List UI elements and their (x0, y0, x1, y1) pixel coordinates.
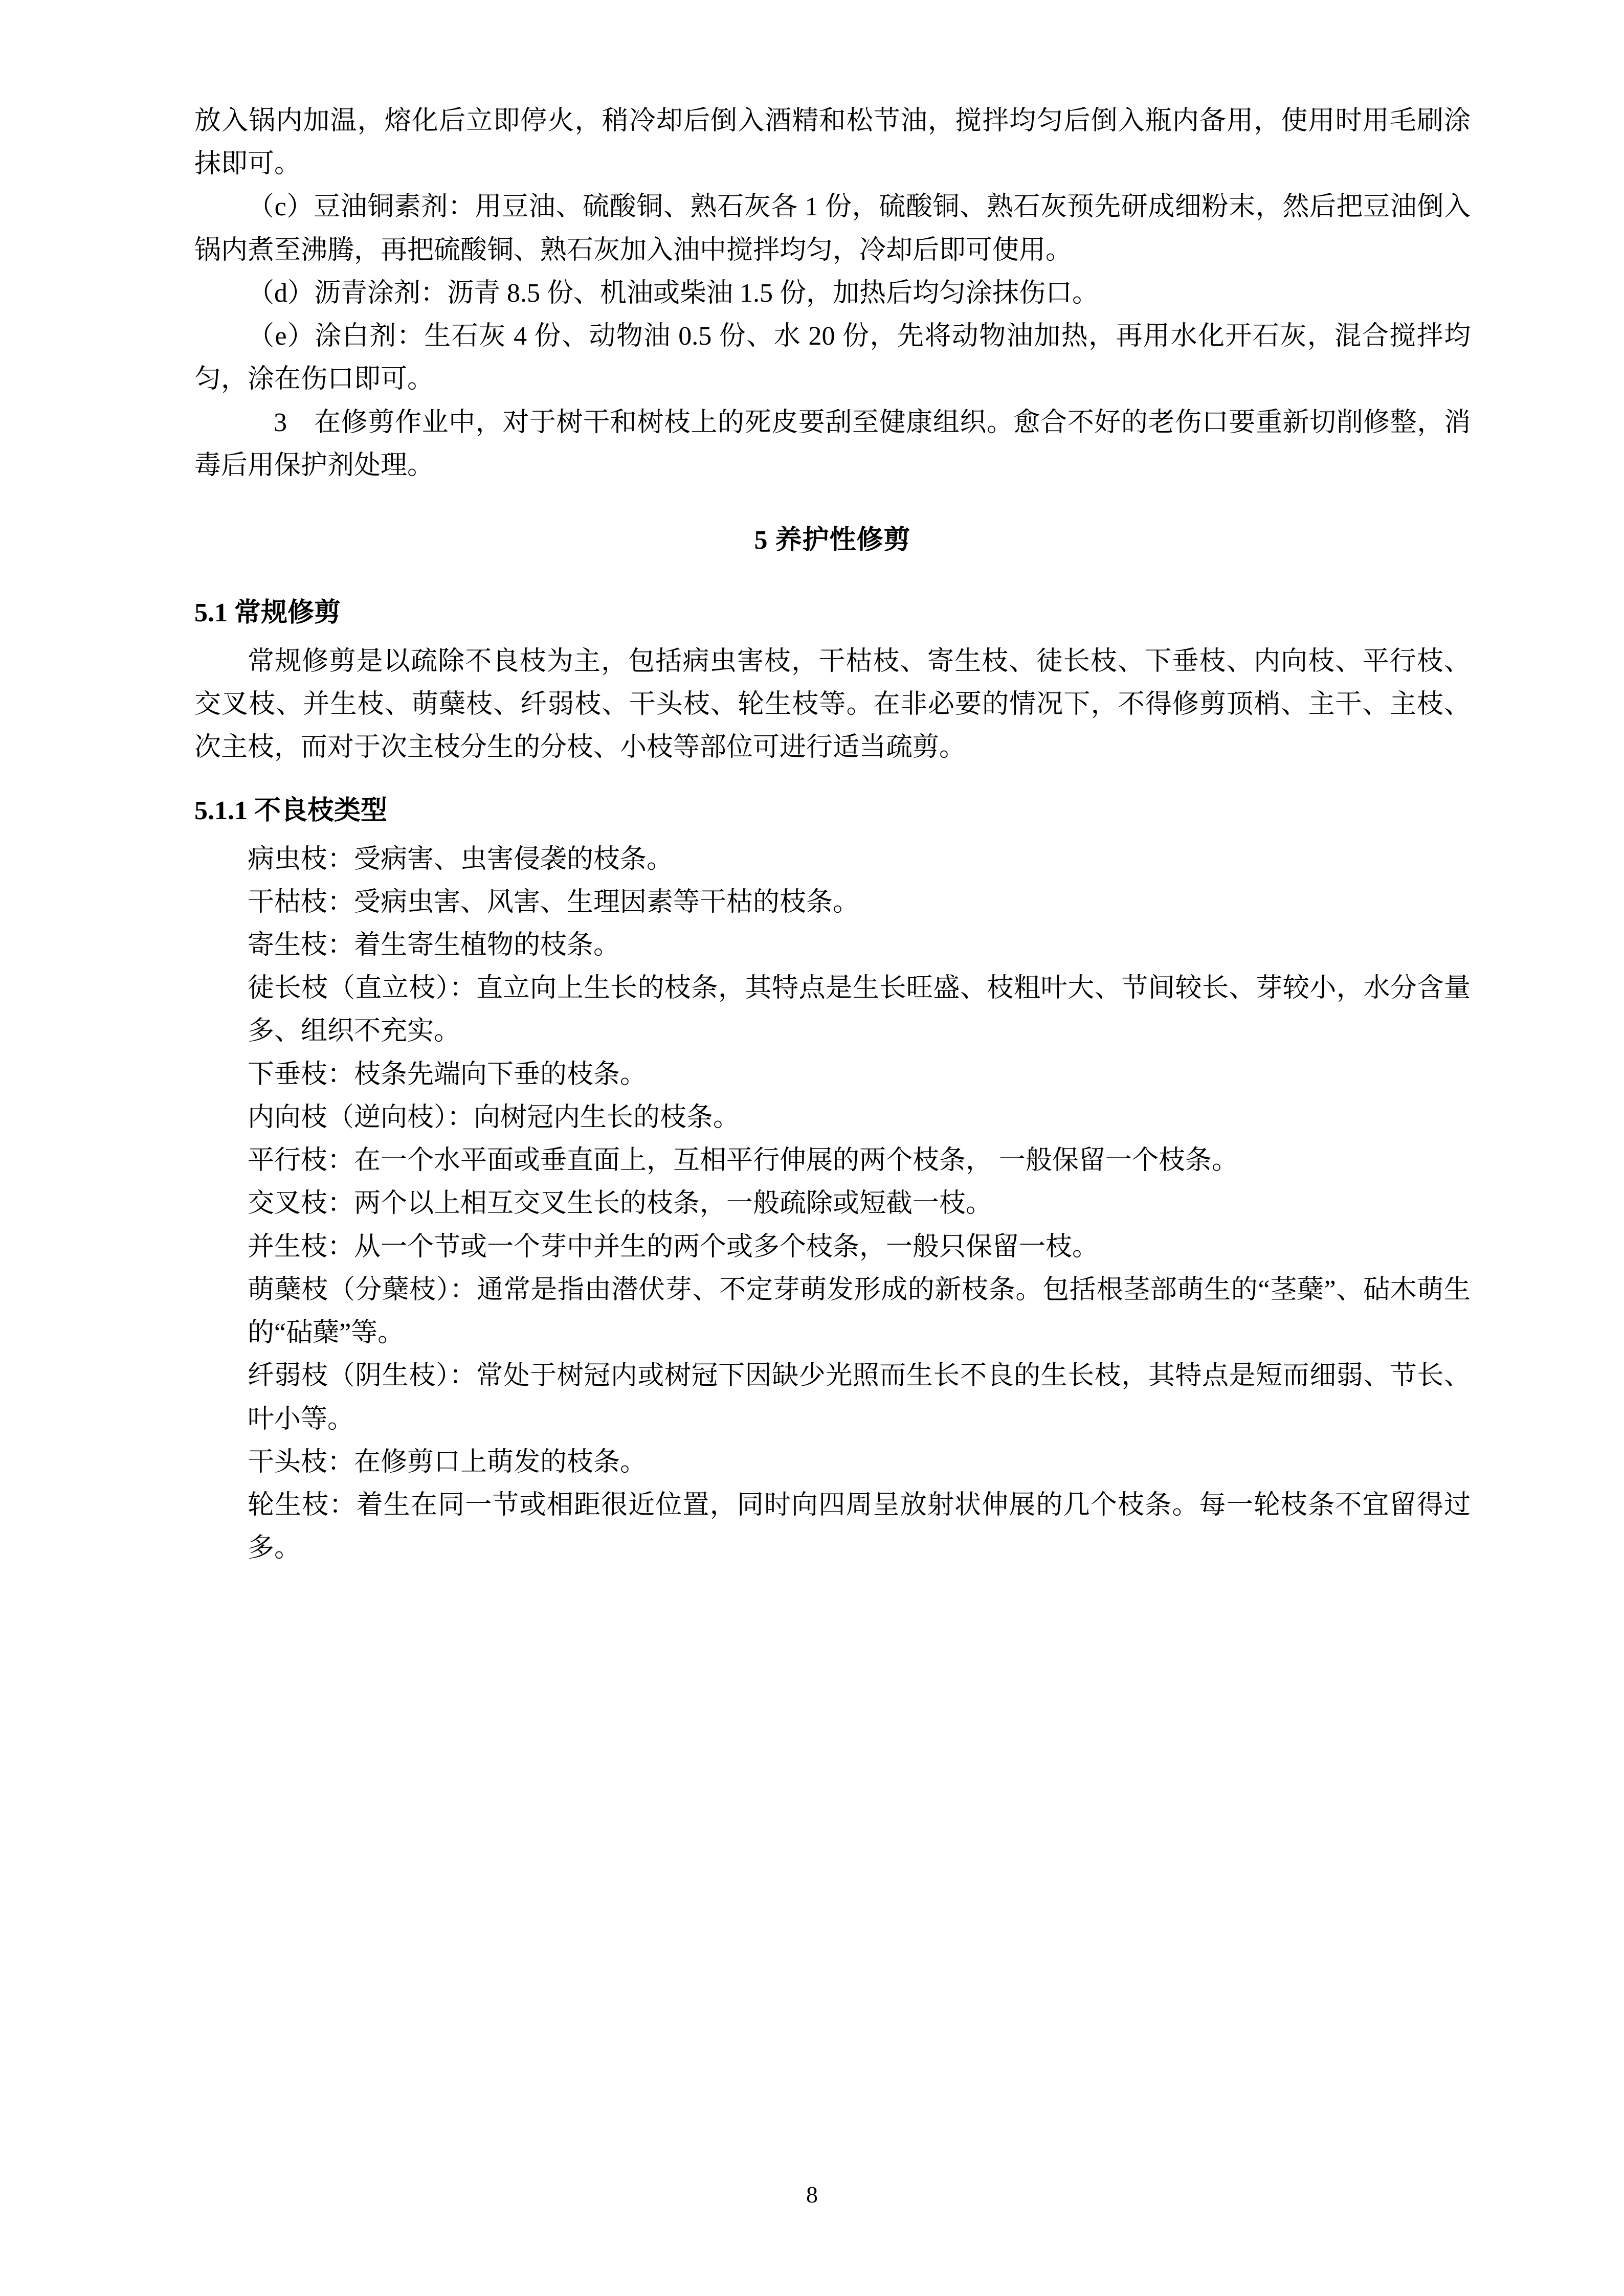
branch-type-item: 轮生枝：着生在同一节或相距很近位置，同时向四周呈放射状伸展的几个枝条。每一轮枝条不宜留得过多。 (248, 1491, 1471, 1563)
branch-type-item: 并生枝：从一个节或一个芽中并生的两个或多个枝条，一般只保留一枝。 (248, 1232, 1099, 1262)
branch-type-item: 萌蘖枝（分蘖枝）：通常是指由潜伏芽、不定芽萌发形成的新枝条。包括根茎部萌生的“茎蘖”、砧木萌生的“砧蘖”等。 (248, 1275, 1471, 1348)
branch-type-item: 交叉枝：两个以上相互交叉生长的枝条，一般疏除或短截一枝。 (248, 1189, 993, 1219)
subsection-body-5-1: 常规修剪是以疏除不良枝为主，包括病虫害枝，干枯枝、寄生枝、徒长枝、下垂枝、内向枝、平行枝、交叉枝、并生枝、萌蘖枝、纤弱枝、干头枝、轮生枝等。在非必要的情况下，不得修剪顶梢、主干、主枝、次主枝，而对于次主枝分生的分枝、小枝等部位可进行适当疏剪。 (194, 646, 1471, 762)
branch-type-item: 下垂枝：枝条先端向下垂的枝条。 (248, 1060, 647, 1089)
paragraph-item-c: （c）豆油铜素剂：用豆油、硫酸铜、熟石灰各 1 份，硫酸铜、熟石灰预先研成细粉末，然后把豆油倒入锅内煮至沸腾，再把硫酸铜、熟石灰加入油中搅拌均匀，冷却后即可使用。 (194, 192, 1471, 265)
paragraph-item-d: （d）沥青涂剂：沥青 8.5 份、机油或柴油 1.5 份，加热后均匀涂抹伤口。 (248, 278, 1099, 308)
page-number: 8 (806, 2181, 818, 2208)
paragraph-item-e: （e）涂白剂：生石灰 4 份、动物油 0.5 份、水 20 份，先将动物油加热，再用水化开石灰，混合搅拌均匀，涂在伤口即可。 (194, 322, 1471, 394)
page-body (194, 100, 1471, 1570)
section-heading-5: 5 养护性修剪 (754, 526, 911, 555)
branch-type-item: 病虫枝：受病害、虫害侵袭的枝条。 (248, 844, 674, 874)
subsection-heading-5-1: 5.1 常规修剪 (194, 598, 341, 628)
branch-type-item: 寄生枝：着生寄生植物的枝条。 (248, 930, 620, 960)
branch-type-item: 平行枝：在一个水平面或垂直面上，互相平行伸展的两个枝条， 一般保留一个枝条。 (248, 1146, 1239, 1176)
branch-type-item: 内向枝（逆向枝）：向树冠内生长的枝条。 (248, 1102, 740, 1132)
subsubsection-heading-5-1-1: 5.1.1 不良枝类型 (194, 796, 388, 826)
paragraph-intro: 放入锅内加温，熔化后立即停火，稍冷却后倒入酒精和松节油，搅拌均匀后倒入瓶内备用，使用时用毛刷涂抹即可。 (194, 106, 1471, 179)
branch-type-item: 干头枝：在修剪口上萌发的枝条。 (248, 1447, 647, 1477)
branch-type-item: 干枯枝：受病虫害、风害、生理因素等干枯的枝条。 (248, 887, 860, 917)
paragraph-item-3: 3 在修剪作业中，对于树干和树枝上的死皮要刮至健康组织。愈合不好的老伤口要重新切削修整，消毒后用保护剂处理。 (194, 408, 1471, 480)
branch-type-item: 纤弱枝（阴生枝）：常处于树冠内或树冠下因缺少光照而生长不良的生长枝，其特点是短而细弱、节长、叶小等。 (248, 1361, 1471, 1434)
branch-type-item: 徒长枝（直立枝）：直立向上生长的枝条，其特点是生长旺盛、枝粗叶大、节间较长、芽较小，水分含量多、组织不充实。 (248, 974, 1471, 1046)
